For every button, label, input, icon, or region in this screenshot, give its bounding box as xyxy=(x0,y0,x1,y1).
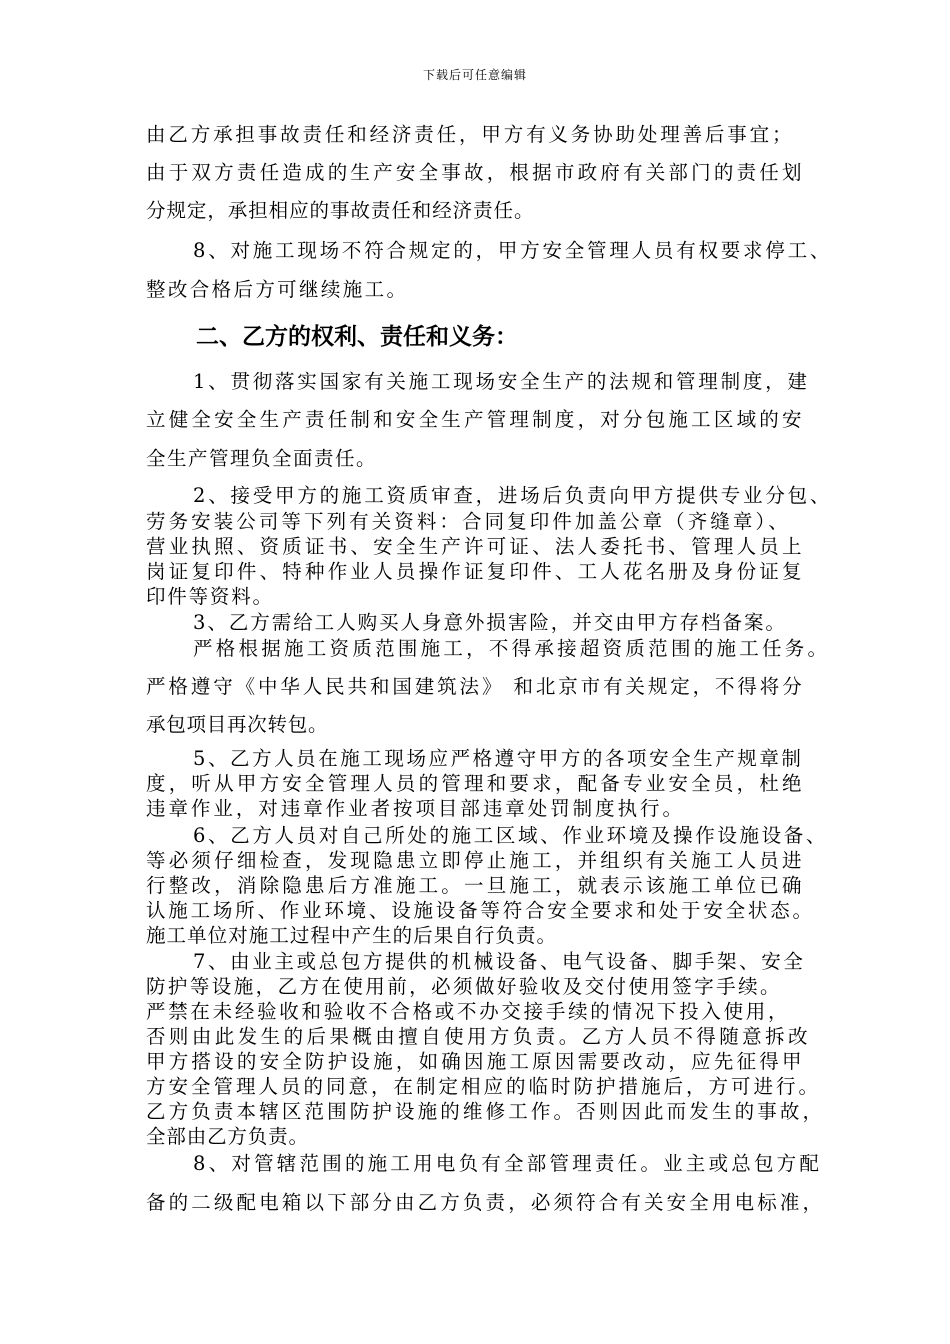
text-line: 认施工场所、作业环境、设施设备等符合安全要求和处于安全状态。 xyxy=(146,899,815,922)
text-line: 6、乙方人员对自己所处的施工区域、作业环境及操作设施设备、 xyxy=(193,824,829,847)
text-line: 整改合格后方可继续施工。 xyxy=(146,278,409,301)
text-line: 印件等资料。 xyxy=(146,585,274,608)
text-line: 劳务安装公司等下列有关资料：合同复印件加盖公章（齐缝章）、 xyxy=(146,510,791,533)
text-line: 分规定，承担相应的事故责任和经济责任。 xyxy=(146,199,535,222)
text-line: 施工单位对施工过程中产生的后果自行负责。 xyxy=(146,924,558,947)
text-line: 3、乙方需给工人购买人身意外损害险，并交由甲方存档备案。 xyxy=(193,611,787,634)
text-line: 8、对管辖范围的施工用电负有全部管理责任。业主或总包方配 xyxy=(193,1152,823,1175)
text-line: 2、接受甲方的施工资质审查，进场后负责向甲方提供专业分包、 xyxy=(193,484,833,507)
text-line: 甲方搭设的安全防护设施，如确因施工原因需要改动，应先征得甲 xyxy=(146,1050,805,1073)
text-line: 严禁在未经验收和验收不合格或不办交接手续的情况下投入使用， xyxy=(146,1000,791,1023)
text-line: 否则由此发生的后果概由擅自使用方负责。乙方人员不得随意拆改 xyxy=(146,1025,811,1048)
text-line: 8、对施工现场不符合规定的，甲方安全管理人员有权要求停工、 xyxy=(193,239,833,262)
text-line: 7、由业主或总包方提供的机械设备、电气设备、脚手架、安全 xyxy=(193,950,806,973)
text-line: 行整改，消除隐患后方准施工。一旦施工，就表示该施工单位已确 xyxy=(146,874,805,897)
text-line: 1、贯彻落实国家有关施工现场安全生产的法规和管理制度，建 xyxy=(193,370,810,393)
text-line: 违章作业，对违章作业者按项目部违章处罚制度执行。 xyxy=(146,797,685,820)
section-heading: 二、乙方的权利、责任和义务： xyxy=(196,324,518,350)
text-line: 乙方负责本辖区范围防护设施的维修工作。否则因此而发生的事故， xyxy=(146,1100,826,1123)
text-line: 营业执照、资质证书、安全生产许可证、法人委托书、管理人员上 xyxy=(146,535,805,558)
text-line: 等必须仔细检查，发现隐患立即停止施工，并组织有关施工人员进 xyxy=(146,849,805,872)
text-line: 严格根据施工资质范围施工，不得承接超资质范围的施工任务。 xyxy=(193,637,831,660)
text-line: 全部由乙方负责。 xyxy=(146,1125,309,1148)
text-line: 5、乙方人员在施工现场应严格遵守甲方的各项安全生产规章制 xyxy=(193,747,804,770)
text-line: 立健全安全生产责任制和安全生产管理制度，对分包施工区域的安 xyxy=(146,408,805,431)
page-header: 下载后可任意编辑 xyxy=(422,68,527,82)
text-line: 方安全管理人员的同意，在制定相应的临时防护措施后，方可进行。 xyxy=(146,1075,822,1098)
text-line: 岗证复印件、特种作业人员操作证复印件、工人花名册及身份证复 xyxy=(146,560,805,583)
text-line: 承包项目再次转包。 xyxy=(146,713,329,736)
text-line: 由于双方责任造成的生产安全事故，根据市政府有关部门的责任划 xyxy=(146,161,805,184)
text-line: 度，听从甲方安全管理人员的管理和要求，配备专业安全员，杜绝 xyxy=(146,772,805,795)
text-line: 备的二级配电箱以下部分由乙方负责，必须符合有关安全用电标准， xyxy=(146,1191,826,1214)
text-line: 防护等设施，乙方在使用前，必须做好验收及交付使用签字手续。 xyxy=(146,975,782,998)
text-line: 由乙方承担事故责任和经济责任，甲方有义务协助处理善后事宜； xyxy=(146,123,795,146)
text-line: 严格遵守《中华人民共和国建筑法》 和北京市有关规定，不得将分 xyxy=(146,675,805,698)
text-line: 全生产管理负全面责任。 xyxy=(146,447,378,470)
